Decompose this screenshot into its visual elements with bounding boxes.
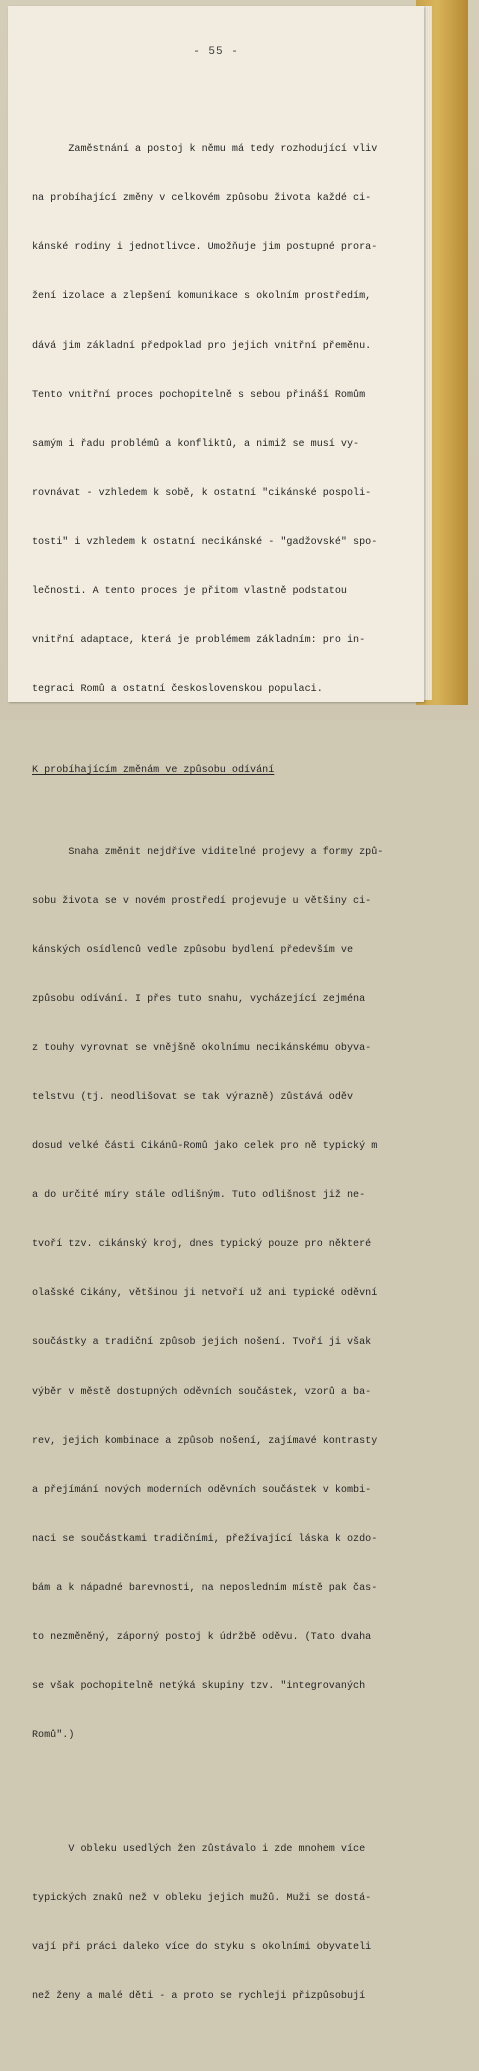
text-line: typických znaků než v obleku jejich mužů. Muži se dostá-	[32, 1893, 372, 1905]
text-line: vnitřní adaptace, která je problémem základním: pro in-	[32, 634, 366, 646]
text-line: tosti" i vzhledem k ostatní necikánské - "gadžovské" spo-	[32, 536, 378, 548]
section-heading: K probíhajícím změnám ve způsobu odívání	[32, 765, 275, 777]
paragraph-2	[32, 812, 412, 1776]
text-line: Tento vnitřní proces pochopitelně s sebou přináší Romům	[32, 389, 366, 401]
text-line: dává jim základní předpoklad pro jejich vnitřní přeměnu.	[32, 340, 372, 352]
text-line: bám a k nápadné barevnosti, na neposledním místě pak čas-	[32, 1582, 378, 1594]
text-line: tvoří tzv. cikánský kroj, dnes typický pouze pro některé	[32, 1239, 372, 1251]
text-line: rovnávat - vzhledem k sobě, k ostatní "cikánské pospoli-	[32, 487, 372, 499]
text-line: sobu života se v novém prostředí projevuje u většiny ci-	[32, 896, 372, 908]
text-line: vají při práci daleko více do styku s okolními obyvateli	[32, 1942, 372, 1954]
text-line: způsobu odívání. I přes tuto snahu, vycházející zejména	[32, 994, 366, 1006]
text-line: naci se součástkami tradičními, přežívající láska k ozdo-	[32, 1533, 378, 1545]
text-line: výběr v městě dostupných oděvních součástek, vzorů a ba-	[32, 1386, 372, 1398]
text-line: lečnosti. A tento proces je přitom vlastně podstatou	[32, 585, 347, 597]
text-line: tegraci Romů a ostatní československou populaci.	[32, 683, 323, 695]
text-line: to nezměněný, záporný postoj k údržbě oděvu. (Tato dvaha	[32, 1631, 372, 1643]
text-line: a do určité míry stále odlišným. Tuto odlišnost již ne-	[32, 1190, 366, 1202]
text-line: než ženy a malé děti - a proto se rychleji přizpůsobují	[32, 1991, 366, 2003]
text-line: telstvu (tj. neodlišovat se tak výrazně) zůstává oděv	[32, 1092, 354, 1104]
text-line: kánské rodiny i jednotlivce. Umožňuje jim postupné prora-	[32, 242, 378, 254]
text-line: se však pochopitelně netýká skupiny tzv. "integrovaných	[32, 1680, 366, 1692]
text-line: součástky a tradiční způsob jejich nošení. Tvoří ji však	[32, 1337, 372, 1349]
text-line: rev, jejich kombinace a způsob nošení, zajímavé kontrasty	[32, 1435, 378, 1447]
text-line: samým i řadu problémů a konfliktů, a nimiž se musí vy-	[32, 438, 360, 450]
paragraph-1	[32, 110, 412, 731]
text-line: Snaha změnit nejdříve viditelné projevy a formy způ-	[32, 847, 384, 859]
paragraph-3	[32, 1809, 412, 2038]
text-line: Zaměstnání a postoj k němu má tedy rozhodující vliv	[32, 144, 378, 156]
text-line: kánských osídlenců vedle způsobu bydlení především ve	[32, 945, 354, 957]
text-line: z touhy vyrovnat se vnějšně okolnímu necikánskému obyva-	[32, 1043, 372, 1055]
text-line: olašské Cikány, většinou ji netvoří už ani typické oděvní	[32, 1288, 378, 1300]
text-line: na probíhající změny v celkovém způsobu života každé ci-	[32, 193, 372, 205]
page-number: - 55 -	[193, 46, 239, 58]
text-line: žení izolace a zlepšení komunikace s okolním prostředím,	[32, 291, 372, 303]
text-line: dosud velké části Cikánů-Romů jako celek pro ně typický m	[32, 1141, 378, 1153]
text-line: a přejímání nových moderních oděvních součástek v kombi-	[32, 1484, 372, 1496]
text-line: V obleku usedlých žen zůstávalo i zde mnohem více	[32, 1844, 366, 1856]
text-line: Romů".)	[32, 1729, 75, 1741]
page-text	[32, 77, 412, 2071]
book-page	[8, 6, 424, 2003]
